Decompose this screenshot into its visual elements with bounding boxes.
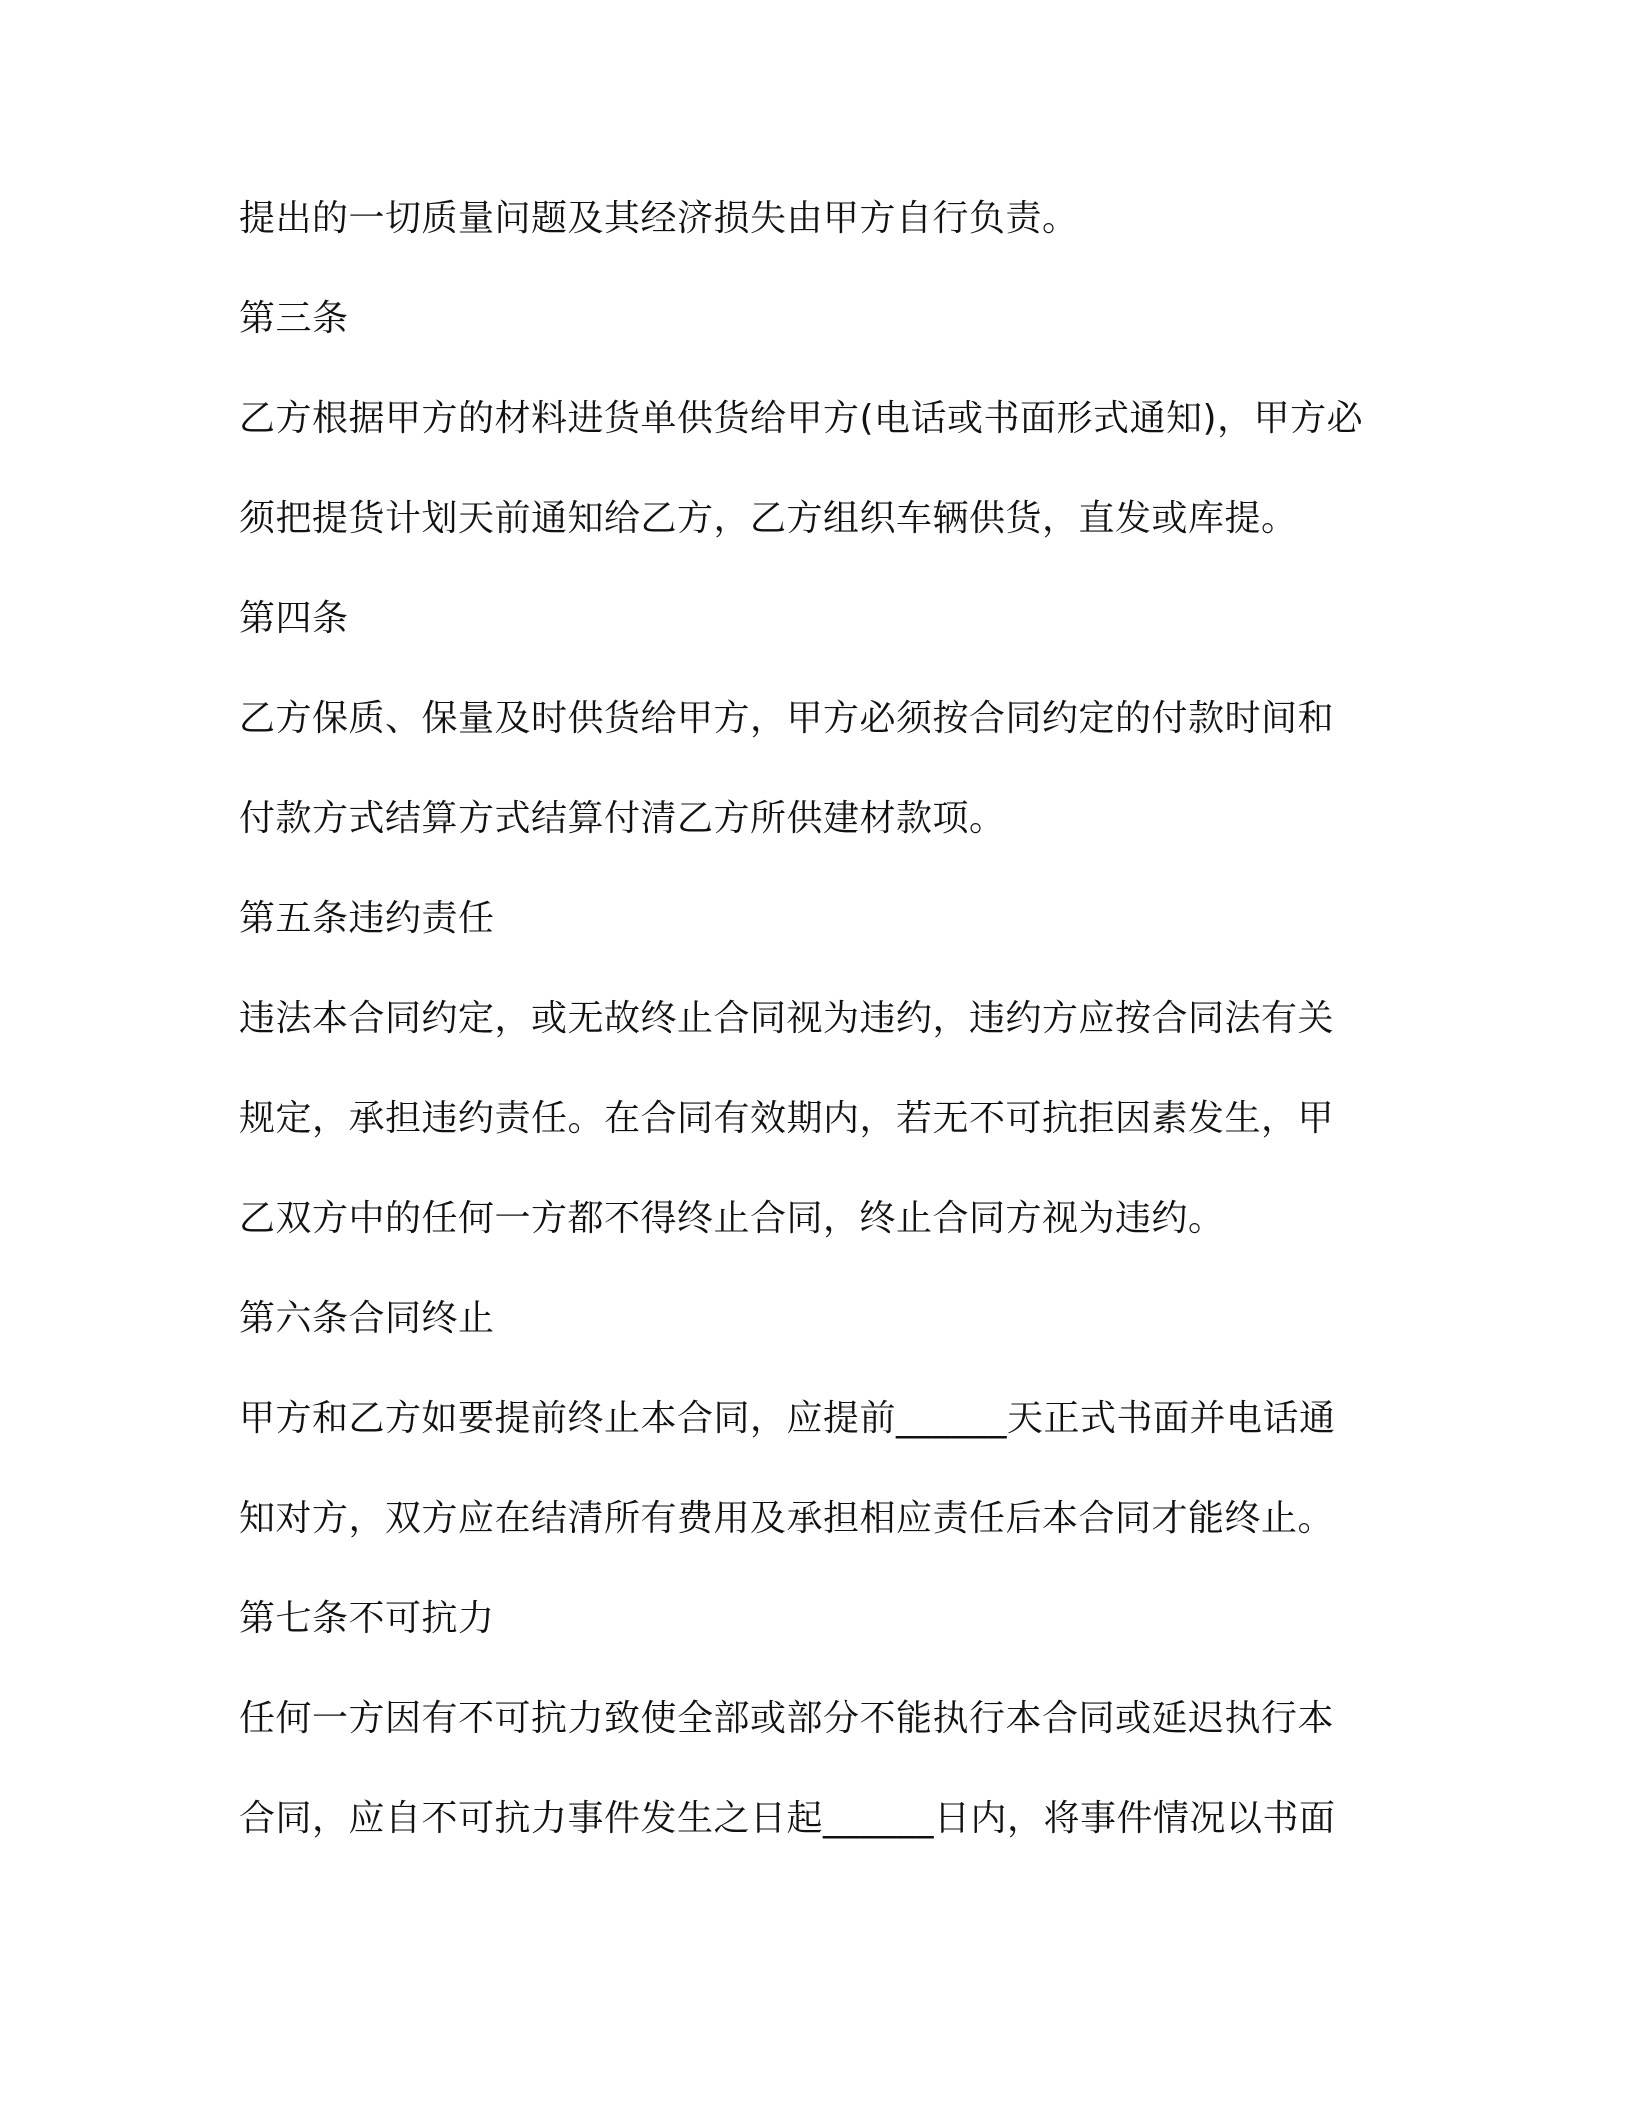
paragraph-line: 任何一方因有不可抗力致使全部或部分不能执行本合同或延迟执行本 bbox=[239, 1698, 1335, 1739]
paragraph-line: 规定，承担违约责任。在合同有效期内，若无不可抗拒因素发生，甲 bbox=[239, 1098, 1335, 1139]
article-heading-6: 第六条合同终止 bbox=[239, 1298, 495, 1339]
article-heading-3: 第三条 bbox=[239, 298, 349, 339]
paragraph-line: 乙方根据甲方的材料进货单供货给甲方(电话或书面形式通知)，甲方必 bbox=[239, 398, 1364, 439]
paragraph-line: 付款方式结算方式结算付清乙方所供建材款项。 bbox=[239, 798, 1006, 839]
paragraph-line: 提出的一切质量问题及其经济损失由甲方自行负责。 bbox=[239, 198, 1079, 239]
article-heading-4: 第四条 bbox=[239, 598, 349, 639]
paragraph-line: 知对方，双方应在结清所有费用及承担相应责任后本合同才能终止。 bbox=[239, 1498, 1335, 1539]
article-heading-7: 第七条不可抗力 bbox=[239, 1598, 495, 1639]
paragraph-line: 乙双方中的任何一方都不得终止合同，终止合同方视为违约。 bbox=[239, 1198, 1225, 1239]
article-heading-5: 第五条违约责任 bbox=[239, 898, 495, 939]
paragraph-line: 乙方保质、保量及时供货给甲方，甲方必须按合同约定的付款时间和 bbox=[239, 698, 1335, 739]
paragraph-line: 须把提货计划天前通知给乙方，乙方组织车辆供货，直发或库提。 bbox=[239, 498, 1298, 539]
paragraph-line: 合同，应自不可抗力事件发生之日起______日内，将事件情况以书面 bbox=[239, 1798, 1336, 1839]
paragraph-line: 违法本合同约定，或无故终止合同视为违约，违约方应按合同法有关 bbox=[239, 998, 1335, 1039]
paragraph-line: 甲方和乙方如要提前终止本合同，应提前______天正式书面并电话通 bbox=[239, 1398, 1336, 1439]
